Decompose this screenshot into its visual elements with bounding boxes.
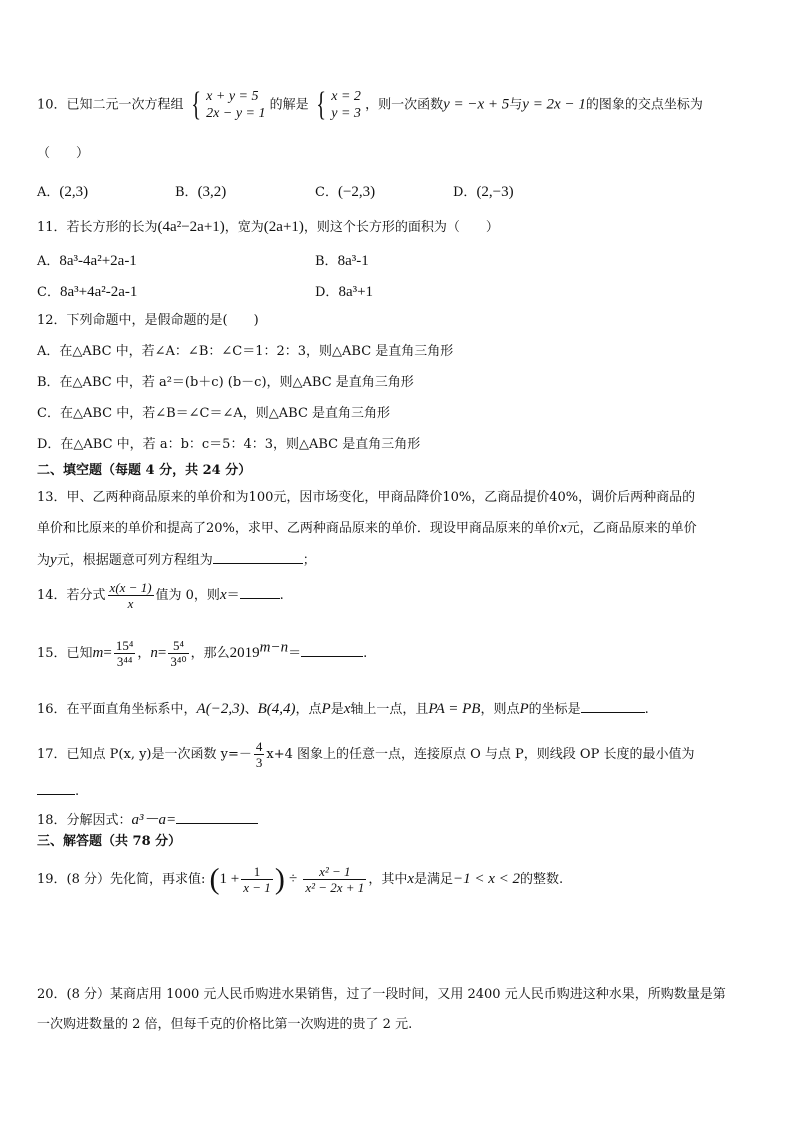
- point-a: A(−2,3): [196, 701, 245, 717]
- function-2: y = 2x − 1: [522, 96, 586, 113]
- equation-system: [206, 88, 265, 122]
- q16-text: ，点: [295, 702, 322, 717]
- fraction-numerator: 4: [255, 739, 263, 754]
- answer-blank[interactable]: [301, 642, 363, 657]
- option-a[interactable]: [37, 250, 137, 270]
- function-1: y = −x + 5: [443, 96, 510, 113]
- option-b[interactable]: [315, 250, 369, 270]
- answer-blank[interactable]: [213, 549, 303, 564]
- left-brace: {: [316, 86, 326, 123]
- option-c[interactable]: [315, 181, 375, 201]
- equation: PA = PB: [428, 701, 481, 717]
- q19-text: 19．(8 分）先化简，再求值:: [37, 872, 206, 887]
- expression: a³－a=: [131, 812, 177, 828]
- q16-text: .: [644, 702, 649, 717]
- question-17-line-2: [37, 780, 79, 801]
- var-x: x: [407, 871, 414, 887]
- var-m: m: [92, 645, 104, 661]
- q13-text: 元，根据题意可列方程组为: [56, 553, 213, 568]
- divide-sign: ÷: [288, 871, 298, 887]
- fraction-numerator: x(x − 1): [109, 580, 152, 595]
- width-expr: (2a+1): [263, 219, 304, 235]
- base-2019: 2019: [229, 645, 260, 661]
- fraction: [254, 739, 265, 770]
- fraction: [303, 864, 366, 895]
- q15-text: .: [363, 646, 368, 661]
- q19-text: ，其中: [368, 872, 408, 887]
- q18-text: 18．分解因式：: [37, 813, 132, 828]
- length-expr: (4a²−2a+1): [157, 219, 225, 235]
- one-plus: 1 +: [219, 871, 240, 887]
- q16-text: 16．在平面直角坐标系中，: [37, 702, 197, 717]
- q15-text: ＝: [288, 646, 302, 661]
- fraction-denominator: 3⁴⁴: [116, 654, 133, 669]
- option-value: 8a³-4a²+2a-1: [59, 253, 137, 269]
- option-value: 8a³+1: [338, 284, 374, 300]
- q15-text: ，: [137, 646, 151, 661]
- option-value: (3,2): [197, 184, 227, 200]
- option-a[interactable]: [37, 181, 88, 201]
- q10-prefix: 10．已知二元一次方程组: [37, 97, 184, 113]
- q16-text: 的坐标是: [528, 702, 581, 717]
- fraction-denominator: x − 1: [243, 880, 271, 895]
- q16-text: 、: [244, 702, 258, 717]
- fraction-denominator: 3: [255, 755, 263, 770]
- point-p: P: [321, 701, 331, 717]
- fraction-denominator: 3⁴⁰: [170, 654, 187, 669]
- left-brace: {: [190, 86, 201, 123]
- q16-text: ，则点: [480, 702, 520, 717]
- option-value: (−2,3): [337, 184, 376, 200]
- range-expr: −1 < x < 2: [453, 871, 521, 887]
- question-17: [37, 739, 694, 770]
- option-c[interactable]: [37, 281, 137, 301]
- q13-text: 为: [37, 553, 51, 568]
- q17-text: 17．已知点 P(x, y)是一次函数 y=－: [37, 747, 252, 762]
- option-label: D．: [315, 285, 339, 300]
- q15-text: 15．已知: [37, 646, 93, 661]
- fraction: [108, 580, 154, 611]
- q14-text: .: [279, 588, 284, 603]
- exponent: m−n: [259, 639, 289, 656]
- var-x: x: [219, 587, 227, 603]
- question-16: [37, 698, 649, 719]
- section-heading: 二、填空题（每题 4 分，共 24 分）: [37, 463, 252, 478]
- option-a[interactable]: A．在△ABC 中，若∠A：∠B：∠C＝1：2：3，则△ABC 是直角三角形: [37, 344, 454, 359]
- q10-mid: 的解是: [269, 97, 309, 113]
- q19-text: 是满足: [414, 872, 454, 887]
- section-heading: 三、解答题（共 78 分）: [37, 834, 182, 849]
- equation-1: x + y = 5: [206, 89, 259, 104]
- option-value: (2,3): [59, 184, 89, 200]
- answer-blank[interactable]: [240, 584, 280, 599]
- fraction-numerator: 15⁴: [115, 638, 134, 653]
- option-d[interactable]: [315, 281, 373, 301]
- question-18: [37, 809, 258, 830]
- question-13-line-1: 13．甲、乙两种商品原来的单价和为100元，因市场变化，甲商品降价10%，乙商品提价40%，调价后两种商品的: [37, 490, 696, 505]
- option-label: C．: [315, 185, 338, 200]
- q19-text: 的整数.: [520, 872, 564, 887]
- option-b[interactable]: [175, 181, 226, 201]
- option-value: (2,−3): [476, 184, 514, 200]
- q14-text: 值为 0，则: [155, 588, 220, 603]
- solution-x: x = 2: [331, 89, 361, 104]
- answer-blank[interactable]: [37, 780, 75, 795]
- option-value: 8a³-1: [337, 253, 369, 269]
- question-10: [37, 88, 703, 122]
- option-label: D．: [453, 185, 477, 200]
- q13-text: ；: [302, 553, 316, 568]
- fraction-numerator: x² − 1: [303, 864, 366, 880]
- q13-text: 元，乙商品原来的单价: [566, 521, 697, 536]
- fraction: [241, 864, 273, 895]
- q10-text: ，则一次函数: [365, 97, 444, 113]
- question-20-line-1: 20．(8 分）某商店用 1000 元人民币购进水果销售，过了一段时间，又用 2400 元人民币购进这种水果，所购数量是第: [37, 987, 726, 1002]
- option-label: B．: [315, 254, 338, 269]
- option-b[interactable]: B．在△ABC 中，若 a²＝(b＋c) (b－c)，则△ABC 是直角三角形: [37, 375, 414, 390]
- question-13-line-3: [37, 549, 316, 570]
- q10-with: 与: [509, 97, 523, 113]
- q16-text: 是: [330, 702, 344, 717]
- option-label: A．: [37, 185, 60, 200]
- option-c[interactable]: C．在△ABC 中，若∠B＝∠C＝∠A，则△ABC 是直角三角形: [37, 406, 391, 421]
- question-11: [37, 218, 499, 237]
- option-d[interactable]: [453, 181, 514, 201]
- fraction-n: [168, 638, 188, 669]
- question-19: [37, 864, 563, 895]
- equation-2: 2x − y = 1: [206, 106, 266, 121]
- option-d[interactable]: D．在△ABC 中，若 a：b：c＝5：4：3，则△ABC 是直角三角形: [37, 437, 421, 452]
- q11-text: ，则这个长方形的面积为（ ）: [303, 220, 499, 235]
- answer-paren: （ ）: [37, 146, 90, 161]
- point-b: B(4,4): [257, 701, 296, 717]
- var-x: x: [343, 701, 351, 717]
- solution-y: y = 3: [331, 106, 361, 121]
- question-13-line-2: [37, 519, 697, 538]
- question-12: 12．下列命题中，是假命题的是( ): [37, 313, 259, 328]
- q16-text: 轴上一点，且: [350, 702, 429, 717]
- q10-suffix: 的图象的交点坐标为: [585, 97, 703, 113]
- var-x: x: [559, 520, 567, 536]
- fraction-denominator: x: [127, 596, 134, 611]
- fraction-numerator: 5⁴: [168, 638, 188, 654]
- solution-system: [331, 88, 361, 122]
- left-paren: (: [209, 862, 220, 896]
- option-value: 8a³+4a²-2a-1: [59, 284, 138, 300]
- q14-text: 14．若分式: [37, 588, 106, 603]
- q17-text: .: [75, 784, 80, 799]
- q11-text: ，宽为: [224, 220, 264, 235]
- option-label: C．: [37, 285, 60, 300]
- answer-blank[interactable]: [581, 698, 645, 713]
- question-20-line-2: 一次购进数量的 2 倍，但每千克的价格比第一次购进的贵了 2 元.: [37, 1017, 413, 1032]
- point-p: P: [519, 701, 529, 717]
- q13-text: 单价和比原来的单价和提高了20%，求甲、乙两种商品原来的单价．现设甲商品原来的单价: [37, 521, 560, 536]
- question-15: 15．已知m= $\frac{\text{15⁴}}{\text{3⁴⁴}}$ ，n= $\frac{\text{5⁴}}{\text{3⁴⁰}}$ ，那么$2019^{m-n}=$ .: [37, 638, 368, 669]
- right-paren: ): [274, 862, 285, 896]
- q14-text: ＝: [226, 588, 240, 603]
- q17-text: x+4 图象上的任意一点，连接原点 O 与点 P，则线段 OP 长度的最小值为: [266, 747, 695, 762]
- var-y: y: [50, 552, 57, 568]
- var-n: n: [150, 645, 158, 661]
- option-label: B．: [175, 185, 198, 200]
- q11-text: 11．若长方形的长为: [37, 220, 158, 235]
- fraction-numerator: 1: [241, 864, 273, 880]
- fraction-denominator: x² − 2x + 1: [305, 880, 365, 895]
- option-label: A．: [37, 254, 60, 269]
- fraction-m: [114, 638, 136, 669]
- answer-blank[interactable]: [176, 809, 258, 824]
- question-14: [37, 580, 284, 611]
- q15-text: ，那么: [190, 646, 230, 661]
